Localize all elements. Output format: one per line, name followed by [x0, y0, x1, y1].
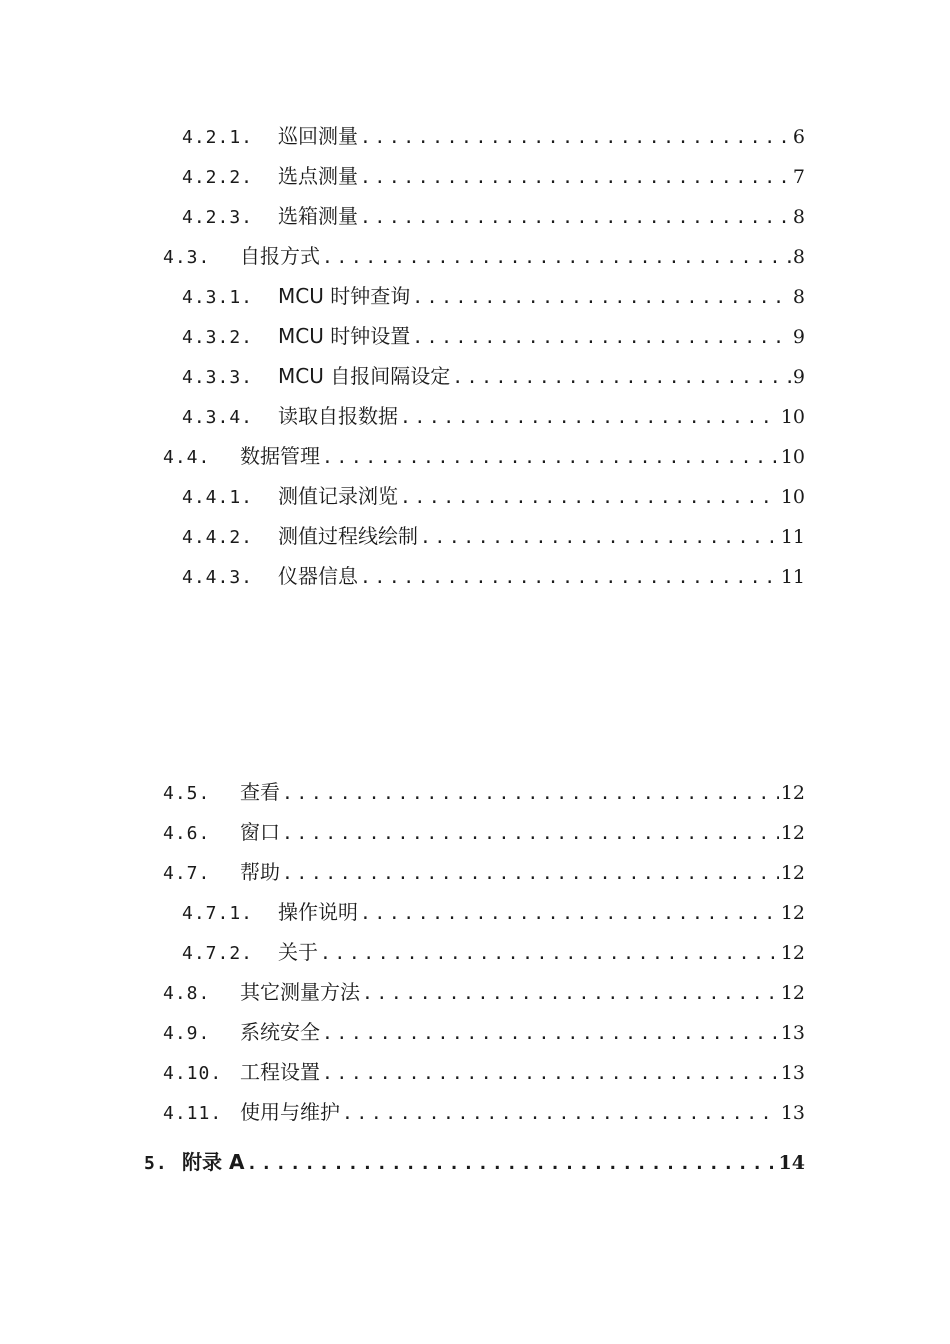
- toc-entry-number: 4.7.: [163, 863, 211, 884]
- toc-entry-number: 4.6.: [163, 823, 211, 844]
- toc-entry-page: 9: [792, 326, 805, 348]
- dot-leader: [360, 565, 779, 591]
- toc-entry-4-4-1[interactable]: [182, 483, 805, 509]
- toc-entry-page: 8: [792, 206, 805, 228]
- dot-leader: [412, 285, 791, 311]
- dot-leader: [400, 405, 779, 431]
- toc-entry-4-10[interactable]: [163, 1059, 805, 1085]
- toc-entry-number: 4.7.2.: [182, 943, 254, 964]
- toc-entry-page: 6: [792, 126, 805, 148]
- toc-entry-4-7[interactable]: [163, 859, 805, 885]
- toc-entry-page: 12: [780, 822, 805, 844]
- dot-leader: [322, 245, 791, 271]
- dot-leader: [400, 485, 779, 511]
- toc-entry-page: 14: [778, 1152, 805, 1174]
- toc-entry-page: 8: [792, 286, 805, 308]
- toc-entry-number: 4.5.: [163, 783, 211, 804]
- toc-entry-page: 12: [780, 942, 805, 964]
- toc-entry-page: 10: [780, 446, 805, 468]
- toc-entry-title: 其它测量方法: [240, 980, 360, 1004]
- toc-entry-4-5[interactable]: [163, 779, 805, 805]
- toc-entry-number: 4.11.: [163, 1103, 223, 1124]
- dot-leader: [452, 365, 791, 391]
- toc-entry-number: 4.3.4.: [182, 407, 254, 428]
- dot-leader: [282, 821, 779, 847]
- toc-entry-4-6[interactable]: [163, 819, 805, 845]
- dot-leader: [360, 205, 791, 231]
- toc-entry-title: MCU 时钟查询: [278, 284, 411, 308]
- toc-entry-5[interactable]: [144, 1149, 805, 1175]
- toc-entry-page: 12: [780, 782, 805, 804]
- toc-entry-title: 测值过程线绘制: [278, 524, 418, 548]
- toc-entry-page: 9: [792, 366, 805, 388]
- toc-entry-number: 4.3.1.: [182, 287, 254, 308]
- toc-entry-title: 窗口: [240, 820, 280, 844]
- toc-entry-number: 4.2.3.: [182, 207, 254, 228]
- toc-entry-4-2-2[interactable]: [182, 163, 805, 189]
- toc-entry-page: 12: [780, 982, 805, 1004]
- toc-entry-title: 选点测量: [278, 164, 358, 188]
- toc-entry-number: 4.4.3.: [182, 567, 254, 588]
- toc-entry-title: 操作说明: [278, 900, 358, 924]
- toc-entry-4-3-2[interactable]: [182, 323, 805, 349]
- toc-entry-title: 附录 A: [182, 1150, 245, 1174]
- toc-entry-number: 4.3.: [163, 247, 211, 268]
- dot-leader: [246, 1151, 776, 1177]
- toc-entry-title: 查看: [240, 780, 280, 804]
- toc-entry-number: 4.3.2.: [182, 327, 254, 348]
- toc-entry-page: 7: [792, 166, 805, 188]
- toc-entry-number: 4.4.2.: [182, 527, 254, 548]
- dot-leader: [320, 941, 779, 967]
- dot-leader: [282, 861, 779, 887]
- toc-entry-number: 4.4.: [163, 447, 211, 468]
- toc-entry-page: 10: [780, 486, 805, 508]
- toc-entry-page: 12: [780, 862, 805, 884]
- toc-entry-title: MCU 自报间隔设定: [278, 364, 451, 388]
- toc-entry-number: 4.4.1.: [182, 487, 254, 508]
- toc-entry-title: 读取自报数据: [278, 404, 398, 428]
- toc-entry-title: 关于: [278, 940, 318, 964]
- toc-entry-4-4[interactable]: [163, 443, 805, 469]
- toc-entry-number: 4.7.1.: [182, 903, 254, 924]
- toc-entry-number: 5.: [144, 1153, 168, 1174]
- toc-entry-title: 自报方式: [240, 244, 320, 268]
- toc-entry-number: 4.9.: [163, 1023, 211, 1044]
- toc-entry-number: 4.3.3.: [182, 367, 254, 388]
- toc-entry-title: 选箱测量: [278, 204, 358, 228]
- dot-leader: [322, 1061, 779, 1087]
- toc-entry-title: 测值记录浏览: [278, 484, 398, 508]
- dot-leader: [362, 981, 779, 1007]
- toc-entry-4-3-3[interactable]: [182, 363, 805, 389]
- toc-entry-4-3-1[interactable]: [182, 283, 805, 309]
- dot-leader: [360, 901, 779, 927]
- toc-entry-title: 数据管理: [240, 444, 320, 468]
- toc-entry-page: 10: [780, 406, 805, 428]
- toc-entry-title: 使用与维护: [240, 1100, 340, 1124]
- toc-entry-number: 4.8.: [163, 983, 211, 1004]
- dot-leader: [282, 781, 779, 807]
- dot-leader: [322, 1021, 779, 1047]
- toc-entry-4-7-1[interactable]: [182, 899, 805, 925]
- toc-entry-4-2-1[interactable]: [182, 123, 805, 149]
- toc-entry-4-4-2[interactable]: [182, 523, 805, 549]
- toc-entry-4-3-4[interactable]: [182, 403, 805, 429]
- toc-entry-title: 仪器信息: [278, 564, 358, 588]
- dot-leader: [420, 525, 779, 551]
- toc-entry-4-2-3[interactable]: [182, 203, 805, 229]
- toc-entry-title: 巡回测量: [278, 124, 358, 148]
- dot-leader: [360, 165, 791, 191]
- toc-entry-page: 13: [780, 1062, 805, 1084]
- toc-entry-title: 帮助: [240, 860, 280, 884]
- toc-entry-page: 13: [780, 1022, 805, 1044]
- toc-entry-title: 系统安全: [240, 1020, 320, 1044]
- toc-entry-number: 4.2.1.: [182, 127, 254, 148]
- toc-entry-number: 4.2.2.: [182, 167, 254, 188]
- toc-entry-title: 工程设置: [240, 1060, 320, 1084]
- dot-leader: [412, 325, 791, 351]
- toc-entry-page: 13: [780, 1102, 805, 1124]
- dot-leader: [322, 445, 779, 471]
- toc-entry-title: MCU 时钟设置: [278, 324, 411, 348]
- toc-entry-4-11[interactable]: [163, 1099, 805, 1125]
- toc-entry-4-4-3[interactable]: [182, 563, 805, 589]
- toc-entry-page: 8: [792, 246, 805, 268]
- toc-entry-4-8[interactable]: [163, 979, 805, 1005]
- dot-leader: [342, 1101, 779, 1127]
- toc-entry-number: 4.10.: [163, 1063, 223, 1084]
- toc-entry-4-9[interactable]: [163, 1019, 805, 1045]
- toc-entry-4-7-2[interactable]: [182, 939, 805, 965]
- toc-entry-page: 11: [780, 526, 805, 548]
- toc-entry-page: 11: [780, 566, 805, 588]
- toc-entry-4-3[interactable]: [163, 243, 805, 269]
- toc-entry-page: 12: [780, 902, 805, 924]
- dot-leader: [360, 125, 791, 151]
